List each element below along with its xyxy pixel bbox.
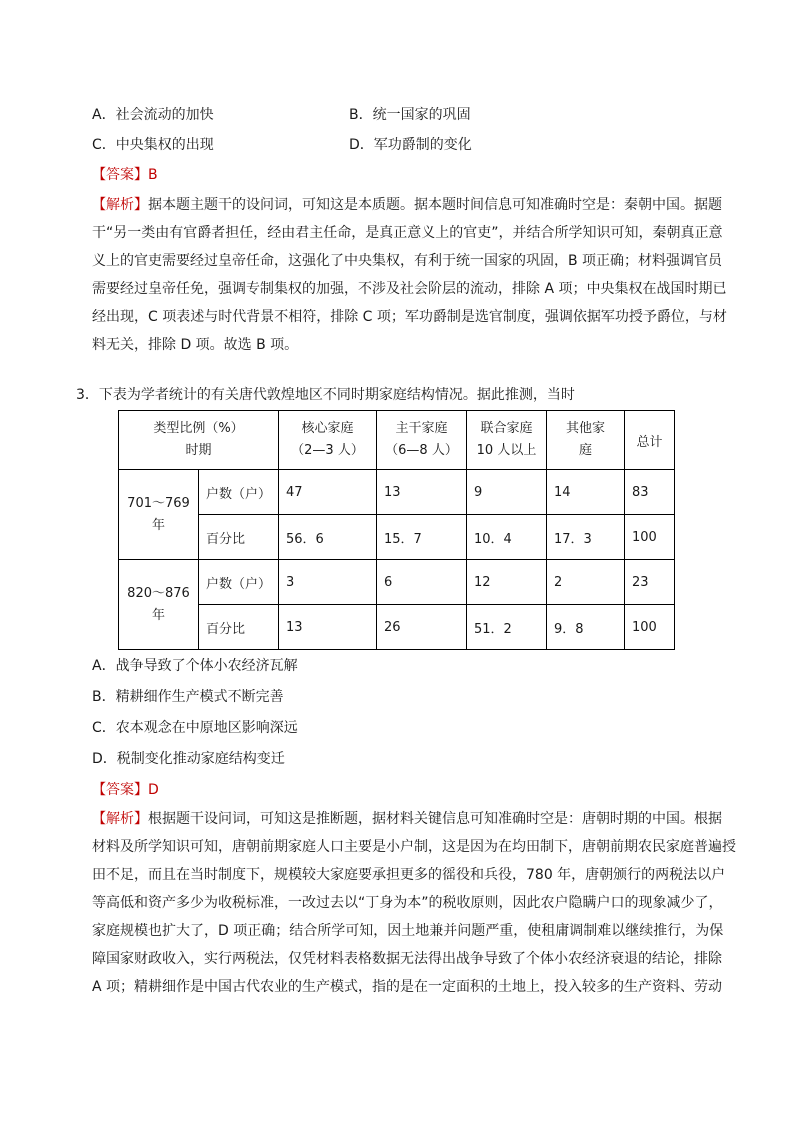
q3-option-c: C．农本观念在中原地区影响深远: [92, 720, 298, 736]
q3-option-d: D．税制变化推动家庭结构变迁: [92, 751, 285, 767]
q3-analysis-line: 【解析】根据题干设问词，可知这是推断题，据材料关键信息可知准确时空是：唐朝时期的中国。根据: [92, 811, 722, 827]
period-cell: 701～769 年: [119, 470, 199, 560]
q2-analysis-line: 干“另一类由有官爵者担任，经由君主任命，是真正意义上的官吏”，并结合所学知识可知，秦朝真正意: [92, 225, 723, 241]
q3-answer-tag: 【答案】: [92, 782, 148, 798]
q2-answer: [92, 164, 158, 184]
q3-analysis-tag: 【解析】: [92, 811, 148, 827]
table-row: [119, 605, 675, 650]
header-other-family: 其他家 庭: [547, 411, 625, 470]
table-header-row: [119, 411, 675, 470]
q3-analysis-line: 材料及所学知识可知，唐朝前期家庭人口主要是小户制，这是因为在均田制下，唐朝前期农民家庭普遍授: [92, 839, 736, 855]
q2-analysis-line: 义上的官吏需要经过皇帝任命，这强化了中央集权，有利于统一国家的巩固，B 项正确；材料强调官员: [92, 253, 723, 269]
table-cell: 17．3: [547, 515, 625, 560]
table-cell: 13: [279, 605, 377, 650]
q2-analysis-line: 【解析】据本题主题干的设问词，可知这是本质题。据本题时间信息可知准确时空是：秦朝中国。据题: [92, 197, 722, 213]
header-stem-family: 主干家庭 （6—8 人）: [377, 411, 467, 470]
q2-option-a: A．社会流动的加快: [92, 107, 214, 123]
q3-analysis-line: A 项；精耕细作是中国古代农业的生产模式，指的是在一定面积的土地上，投入较多的生产资料、劳动: [92, 979, 723, 995]
table-row: [119, 515, 675, 560]
table-cell: 14: [547, 470, 625, 515]
table-cell: 56．6: [279, 515, 377, 560]
q2-analysis: [92, 191, 727, 359]
q3-analysis-line: 障国家财政收入，实行两税法，仅凭材料表格数据无法得出战争导致了个体小农经济衰退的结论，排除: [92, 951, 722, 967]
q2-option-c: C．中央集权的出现: [92, 137, 214, 153]
table-cell: 83: [625, 470, 675, 515]
q2-analysis-line: 需要经过皇帝任免，强调专制集权的加强，不涉及社会阶层的流动，排除 A 项；中央集权在战国时期已: [92, 281, 727, 297]
table-cell: 10．4: [467, 515, 547, 560]
q2-analysis-tag: 【解析】: [92, 197, 148, 213]
table-cell: 3: [279, 560, 377, 605]
q3-analysis-line: 家庭规模也扩大了，D 项正确；结合所学可知，因土地兼并问题严重，使租庸调制难以继续推行，为保: [92, 923, 724, 939]
header-total: 总计: [625, 411, 675, 470]
row-label: 户数（户）: [199, 560, 279, 605]
table-cell: 13: [377, 470, 467, 515]
header-joint-family: 联合家庭 10 人以上: [467, 411, 547, 470]
header-corner-period: 时期: [185, 443, 212, 458]
table-cell: 15．7: [377, 515, 467, 560]
q2-option-d: D．军功爵制的变化: [349, 137, 472, 153]
row-label: 百分比: [199, 605, 279, 650]
table-cell: 100: [625, 605, 675, 650]
q2-answer-value: B: [148, 167, 158, 183]
q2-analysis-line: 料无关，排除 D 项。故选 B 项。: [92, 337, 299, 353]
table-cell: 51．2: [467, 605, 547, 650]
q2-analysis-line: 经出现，C 项表述与时代背景不相符，排除 C 项；军功爵制是选官制度，强调依据军功授予爵位，与材: [92, 309, 727, 325]
q3-analysis-line: 田不足，而且在当时制度下，规模较大家庭要承担更多的徭役和兵役，780 年，唐朝颁行的两税法以户: [92, 867, 726, 883]
table-cell: 100: [625, 515, 675, 560]
q2-answer-tag: 【答案】: [92, 167, 148, 183]
q3-option-a: A．战争导致了个体小农经济瓦解: [92, 658, 298, 674]
table-row: [119, 560, 675, 605]
table-cell: 9．8: [547, 605, 625, 650]
row-label: 百分比: [199, 515, 279, 560]
table-cell: 23: [625, 560, 675, 605]
family-structure-table: [118, 410, 675, 650]
q2-option-b: B．统一国家的巩固: [349, 107, 471, 123]
table-cell: 12: [467, 560, 547, 605]
header-corner-cell: [119, 411, 279, 470]
period-cell: 820～876 年: [119, 560, 199, 650]
table-cell: 6: [377, 560, 467, 605]
header-corner-type: 类型比例（%）: [153, 421, 244, 436]
q3-stem: 3．下表为学者统计的有关唐代敦煌地区不同时期家庭结构情况。据此推测，当时: [76, 387, 575, 403]
q3-option-b: B．精耕细作生产模式不断完善: [92, 689, 284, 705]
table-cell: 26: [377, 605, 467, 650]
row-label: 户数（户）: [199, 470, 279, 515]
header-nuclear-family: 核心家庭 （2—3 人）: [279, 411, 377, 470]
table-cell: 47: [279, 470, 377, 515]
table-cell: 9: [467, 470, 547, 515]
table-cell: 2: [547, 560, 625, 605]
q3-analysis-line: 等高低和资产多少为收税标准，一改过去以“丁身为本”的税收原则，因此农户隐瞒户口的现象减少了，: [92, 895, 723, 911]
q3-answer-value: D: [148, 782, 159, 798]
q3-answer: [92, 779, 159, 799]
q3-analysis: [92, 805, 736, 1001]
table-row: [119, 470, 675, 515]
